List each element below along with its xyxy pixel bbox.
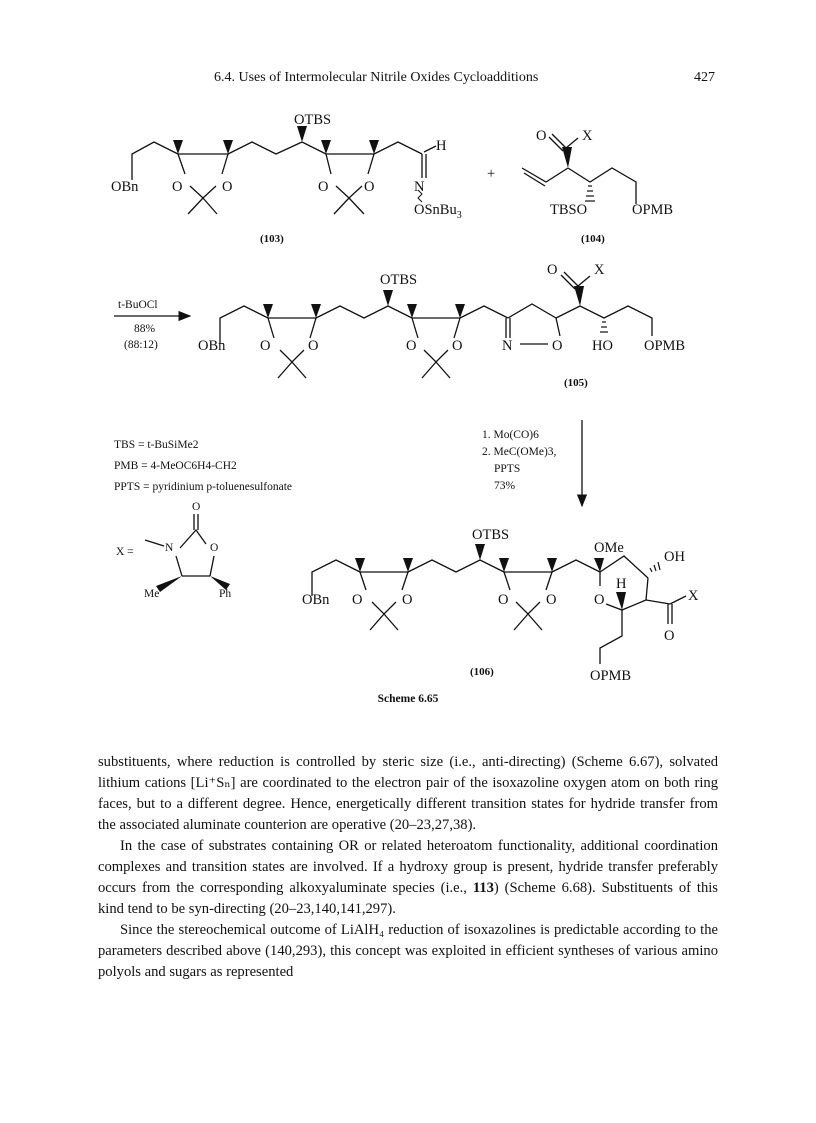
legend-x-prefix: X = [116,546,134,558]
svg-text:OSnBu3: OSnBu$_3$ [414,202,462,221]
legend-tbs: TBS = t-BuSiMe2 [114,439,199,451]
reaction2-ppts: PPTS [494,463,521,475]
svg-text:O: O [402,592,413,608]
svg-text:OTBS: OTBS [380,272,418,288]
svg-text:Me: Me [144,588,160,600]
svg-text:OBn: OBn [198,338,226,354]
legend-ppts: PPTS = pyridinium p-toluenesulfonate [114,481,293,493]
compound-ref-113: 113 [472,880,494,896]
paragraph-1: substituents, where reduction is controlled by steric size (i.e., anti-directing) (Scheme 6.67), solvated lithium cations [Li⁺Sₙ] are coordinated to the electron pair of the isoxazoline oxygen atom on both ring faces, but to a different degree. Hence, energetically different transition states for hydride transfer from the associated aluminate counterion are operative (20–23,27,38). [98,754,718,833]
svg-text:N: N [414,179,425,195]
svg-text:O: O [364,179,375,195]
compound-label-104: (104) [581,233,605,245]
reaction2-step2: 2. MeC(OMe)3, [482,446,557,458]
svg-text:OH: OH [664,549,685,565]
reaction2-yield: 73% [494,480,516,492]
compound-106-structure [312,556,686,664]
svg-text:O: O [260,338,271,354]
svg-text:O: O [452,338,463,354]
x-group-structure [145,514,214,576]
svg-text:Ph: Ph [219,588,232,600]
x-group-labels [144,501,231,600]
svg-text:HO: HO [592,338,613,354]
running-header-title: 6.4. Uses of Intermolecular Nitrile Oxides Cycloadditions [214,70,539,85]
svg-text:O: O [594,592,605,608]
svg-text:OBn: OBn [302,592,330,608]
svg-text:O: O [192,501,201,513]
svg-text:O: O [308,338,319,354]
svg-text:O: O [498,592,509,608]
svg-text:N: N [502,338,513,354]
svg-text:X: X [688,588,699,604]
reaction1-ratio: (88:12) [124,339,158,351]
svg-text:O: O [547,262,558,278]
compound-103-labels [111,112,462,221]
compound-label-105: (105) [564,377,588,389]
paragraph-2-part-b: ) (Scheme 6.68). Substituents of this kind tend to be syn-directing (20–23,140,141,297). [98,880,718,917]
svg-text:X: X [582,128,593,144]
svg-text:X: X [594,262,605,278]
compound-104-structure [522,134,636,204]
svg-text:O: O [664,628,675,644]
svg-text:O: O [546,592,557,608]
svg-text:O: O [172,179,183,195]
paragraph-3: Since the stereochemical outcome of LiAlH₄ reduction of isoxazolines is predictable according to the parameters described above (140,293), this concept was exploited in efficient syntheses of various amino polyols and sugars as represented [98,922,718,980]
reagent-tbuocl: t-BuOCl [118,299,158,311]
paragraph-2 [98,836,718,920]
svg-text:OPMB: OPMB [644,338,686,354]
plus-sign: + [487,166,496,182]
svg-text:OPMB: OPMB [632,202,674,218]
svg-text:O: O [210,542,219,554]
svg-text:H: H [616,576,627,592]
legend-pmb: PMB = 4-MeOC6H4-CH2 [114,460,237,472]
svg-text:TBSO: TBSO [550,202,588,218]
svg-text:H: H [436,138,447,154]
reaction2-step1: 1. Mo(CO)6 [482,429,539,441]
svg-text:O: O [318,179,329,195]
svg-text:O: O [352,592,363,608]
scheme-caption: Scheme 6.65 [377,693,439,705]
svg-text:O: O [552,338,563,354]
svg-text:O: O [406,338,417,354]
svg-text:OBn: OBn [111,179,139,195]
reaction1-yield: 88% [134,323,156,335]
svg-text:OTBS: OTBS [294,112,332,128]
compound-label-103: (103) [260,233,284,245]
svg-text:N: N [165,542,174,554]
svg-text:O: O [222,179,233,195]
svg-text:OTBS: OTBS [472,527,510,543]
body-text [98,752,718,983]
compound-label-106: (106) [470,666,494,678]
svg-text:OPMB: OPMB [590,668,632,684]
compound-105-structure [220,272,652,378]
compound-106-labels [302,527,699,684]
svg-text:O: O [536,128,547,144]
svg-text:OMe: OMe [594,540,624,556]
paragraph-2-part-a: In the case of substrates containing OR or related heteroatom functionality, additional coordination complexes and transition states are involved. If a hydroxy group is present, hydride transfer preferably occurs from the corresponding alkoxyaluminate species (i.e., [98,838,718,896]
page-number: 427 [694,70,715,85]
